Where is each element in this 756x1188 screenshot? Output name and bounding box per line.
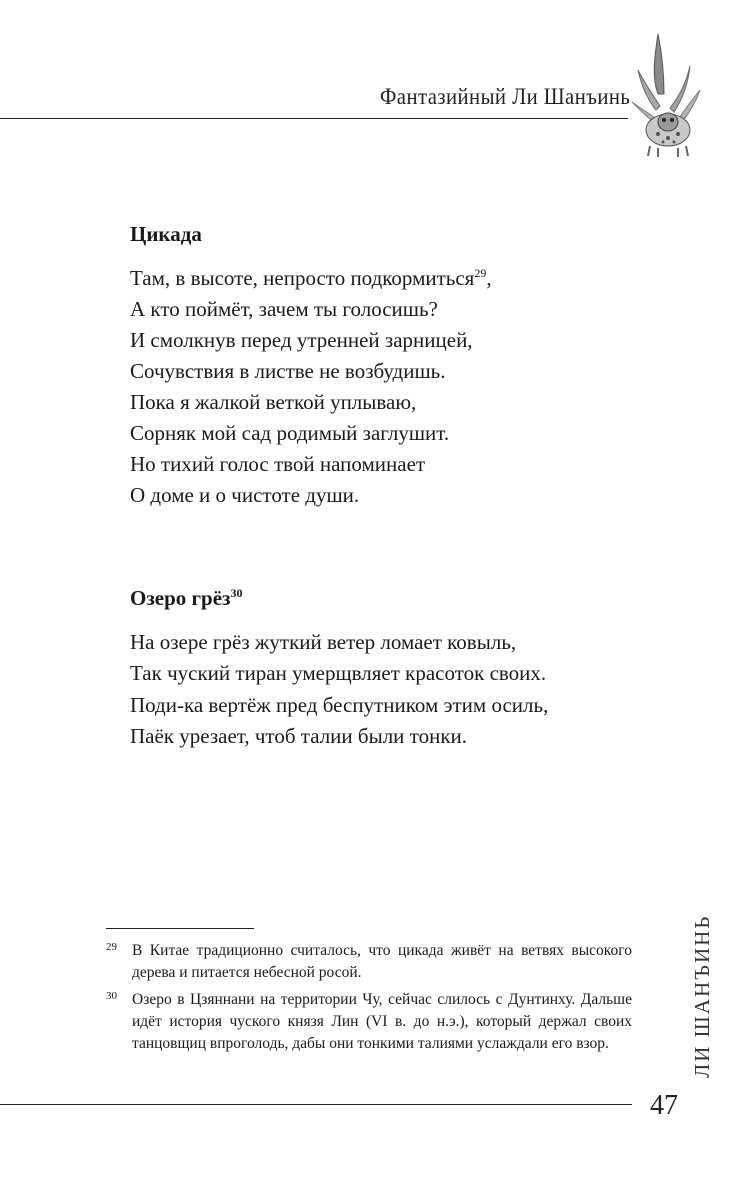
poem-line: [130, 390, 416, 415]
poem-line-text: Паёк урезает, чтоб талии были тонки.: [130, 724, 468, 748]
bottom-rule: [0, 1104, 632, 1105]
footnote-rule: [106, 928, 254, 929]
poem-line-text: Пока я жалкой веткой уплываю,: [130, 390, 417, 414]
poem-line-text: Сорняк мой сад родимый заглушит.: [130, 421, 450, 445]
footnote-text: В Китае традиционно считалось, что цикада живёт на ветвях высокого дерева и питается небесной росой.: [132, 942, 632, 981]
footnote-text: Озеро в Цзяннани на территории Чу, сейчас слилось с Дунтинху. Дальше идёт история чуского князя Лин (VI в. до н.э.), который держал своих танцовщиц впроголодь, дабы они тонкими талиями услаждали его взор.: [132, 991, 632, 1052]
header-rule: [0, 118, 628, 119]
poem-line: [130, 328, 473, 353]
poem-line: [130, 693, 548, 718]
footnote: [106, 989, 632, 1055]
poem-line-text: И смолкнув перед утренней зарницей,: [130, 328, 473, 352]
poem-line: [130, 724, 467, 749]
footnote: [106, 940, 632, 984]
footnote-number: 29: [106, 941, 117, 953]
poem-line: [130, 452, 425, 477]
cicada-ornament-icon: [628, 30, 708, 158]
poem-title-text: Цикада: [130, 222, 202, 246]
poem-line: [130, 630, 516, 655]
footnote-ref: 29: [474, 266, 487, 280]
poem-line-text: Сочувствия в листве не возбудишь.: [130, 359, 446, 383]
poem-line-text: О доме и о чистоте души.: [130, 483, 360, 507]
poem-line-text: Поди-ка вертёж пред беспутником этим осиль,: [130, 693, 549, 717]
poem-line: [130, 421, 449, 446]
poem-line: [130, 359, 445, 384]
page-number: 47: [650, 1090, 678, 1121]
poem-line-punct: ,: [486, 266, 492, 290]
poem-line-text: Там, в высоте, непросто подкормиться: [130, 266, 475, 290]
side-title: ЛИ ШАНЪИНЬ: [690, 914, 714, 1078]
footnote-number: 30: [106, 990, 117, 1002]
poem-line: [130, 266, 492, 291]
footnote-ref: 30: [230, 586, 243, 600]
poem-line-text: Но тихий голос твой напоминает: [130, 452, 426, 476]
running-title: Фантазийный Ли Шанъинь: [380, 84, 631, 109]
poem-title: [130, 586, 243, 611]
poem-line: [130, 297, 438, 322]
poem-line-text: А кто поймёт, зачем ты голосишь?: [130, 297, 438, 321]
poem-title: [130, 222, 202, 247]
poem-line-text: Так чуский тиран умерщвляет красоток своих.: [130, 661, 547, 685]
poem-line: [130, 483, 359, 508]
poem-line: [130, 661, 546, 686]
poem-title-text: Озеро грёз: [130, 586, 231, 610]
poem-line-text: На озере грёз жуткий ветер ломает ковыль,: [130, 630, 517, 654]
